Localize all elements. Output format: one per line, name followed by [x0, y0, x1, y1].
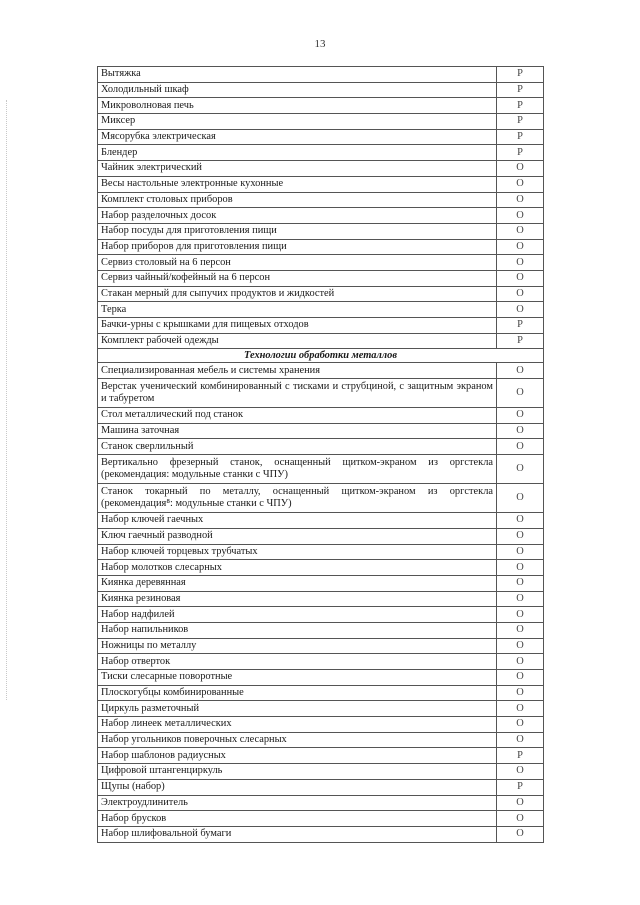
equipment-name: Сервиз столовый на 6 персон: [98, 255, 497, 271]
equipment-name: Киянка резиновая: [98, 591, 497, 607]
table-row: [98, 302, 544, 318]
equipment-mark: О: [497, 192, 544, 208]
equipment-mark: Р: [497, 98, 544, 114]
equipment-name: Блендер: [98, 145, 497, 161]
equipment-name: Весы настольные электронные кухонные: [98, 176, 497, 192]
table-row: [98, 255, 544, 271]
equipment-name: Набор молотков слесарных: [98, 560, 497, 576]
table-row: [98, 575, 544, 591]
table-row: [98, 779, 544, 795]
equipment-name: Набор посуды для приготовления пищи: [98, 223, 497, 239]
equipment-name: Набор надфилей: [98, 607, 497, 623]
equipment-table-body: [98, 67, 544, 843]
equipment-mark: Р: [497, 114, 544, 130]
equipment-name: Электроудлинитель: [98, 795, 497, 811]
section-heading: Технологии обработки металлов: [98, 349, 544, 363]
table-row: [98, 114, 544, 130]
scan-edge-marks: [6, 100, 9, 700]
table-row: [98, 318, 544, 334]
equipment-name: Станок токарный по металлу, оснащенный щитком-экраном из оргстекла (рекомендация⁸: модульные станки с ЧПУ): [98, 484, 497, 513]
equipment-mark: О: [497, 622, 544, 638]
table-row: [98, 670, 544, 686]
table-row: [98, 408, 544, 424]
table-row: [98, 161, 544, 177]
equipment-mark: О: [497, 544, 544, 560]
equipment-name: Бачки-урны с крышками для пищевых отходов: [98, 318, 497, 334]
table-row: [98, 811, 544, 827]
equipment-mark: О: [497, 764, 544, 780]
equipment-mark: Р: [497, 333, 544, 349]
equipment-name: Микроволновая печь: [98, 98, 497, 114]
table-row: [98, 82, 544, 98]
table-row: [98, 795, 544, 811]
table-row: [98, 239, 544, 255]
equipment-mark: О: [497, 717, 544, 733]
table-row: [98, 129, 544, 145]
equipment-name: Вертикально фрезерный станок, оснащенный щитком-экраном из оргстекла (рекомендация: модульные станки с ЧПУ): [98, 455, 497, 484]
equipment-name: Стакан мерный для сыпучих продуктов и жидкостей: [98, 286, 497, 302]
table-row: [98, 439, 544, 455]
table-row: [98, 192, 544, 208]
table-row: [98, 423, 544, 439]
equipment-name: Набор отверток: [98, 654, 497, 670]
equipment-name: Миксер: [98, 114, 497, 130]
table-row: [98, 638, 544, 654]
table-row: [98, 622, 544, 638]
equipment-name: Чайник электрический: [98, 161, 497, 177]
equipment-mark: Р: [497, 318, 544, 334]
equipment-mark: О: [497, 732, 544, 748]
equipment-mark: О: [497, 270, 544, 286]
table-row: [98, 654, 544, 670]
equipment-mark: О: [497, 423, 544, 439]
equipment-name: Специализированная мебель и системы хранения: [98, 363, 497, 379]
equipment-mark: О: [497, 223, 544, 239]
equipment-name: Мясорубка электрическая: [98, 129, 497, 145]
equipment-name: Холодильный шкаф: [98, 82, 497, 98]
equipment-mark: О: [497, 654, 544, 670]
equipment-name: Набор ключей торцевых трубчатых: [98, 544, 497, 560]
equipment-mark: О: [497, 363, 544, 379]
equipment-mark: О: [497, 408, 544, 424]
table-row: [98, 748, 544, 764]
table-row: [98, 764, 544, 780]
table-row: [98, 223, 544, 239]
equipment-mark: О: [497, 826, 544, 842]
equipment-name: Набор напильников: [98, 622, 497, 638]
equipment-mark: Р: [497, 145, 544, 161]
equipment-name: Набор угольников поверочных слесарных: [98, 732, 497, 748]
equipment-name: Набор линеек металлических: [98, 717, 497, 733]
equipment-mark: О: [497, 379, 544, 408]
equipment-name: Набор приборов для приготовления пищи: [98, 239, 497, 255]
equipment-mark: О: [497, 239, 544, 255]
equipment-mark: О: [497, 670, 544, 686]
equipment-mark: О: [497, 811, 544, 827]
equipment-table: [97, 66, 544, 843]
table-row: [98, 379, 544, 408]
table-row: [98, 685, 544, 701]
equipment-mark: О: [497, 701, 544, 717]
equipment-mark: О: [497, 607, 544, 623]
equipment-name: Ножницы по металлу: [98, 638, 497, 654]
table-row: [98, 484, 544, 513]
equipment-mark: О: [497, 484, 544, 513]
equipment-mark: О: [497, 176, 544, 192]
equipment-mark: О: [497, 286, 544, 302]
equipment-name: Вытяжка: [98, 67, 497, 83]
section-heading-row: [98, 349, 544, 363]
equipment-name: Станок сверлильный: [98, 439, 497, 455]
equipment-mark: О: [497, 455, 544, 484]
equipment-mark: Р: [497, 779, 544, 795]
table-row: [98, 513, 544, 529]
equipment-name: Щупы (набор): [98, 779, 497, 795]
table-row: [98, 67, 544, 83]
equipment-mark: О: [497, 591, 544, 607]
equipment-name: Сервиз чайный/кофейный на 6 персон: [98, 270, 497, 286]
equipment-mark: О: [497, 208, 544, 224]
table-row: [98, 560, 544, 576]
equipment-mark: О: [497, 513, 544, 529]
equipment-name: Терка: [98, 302, 497, 318]
table-row: [98, 591, 544, 607]
equipment-mark: О: [497, 560, 544, 576]
equipment-name: Тиски слесарные поворотные: [98, 670, 497, 686]
table-row: [98, 286, 544, 302]
equipment-name: Набор брусков: [98, 811, 497, 827]
table-row: [98, 333, 544, 349]
table-row: [98, 455, 544, 484]
equipment-mark: Р: [497, 82, 544, 98]
equipment-name: Киянка деревянная: [98, 575, 497, 591]
equipment-mark: О: [497, 161, 544, 177]
table-row: [98, 717, 544, 733]
equipment-mark: О: [497, 575, 544, 591]
equipment-name: Комплект рабочей одежды: [98, 333, 497, 349]
equipment-mark: О: [497, 685, 544, 701]
equipment-name: Комплект столовых приборов: [98, 192, 497, 208]
equipment-mark: Р: [497, 748, 544, 764]
equipment-name: Стол металлический под станок: [98, 408, 497, 424]
equipment-name: Плоскогубцы комбинированные: [98, 685, 497, 701]
equipment-name: Набор ключей гаечных: [98, 513, 497, 529]
equipment-name: Ключ гаечный разводной: [98, 528, 497, 544]
equipment-name: Верстак ученический комбинированный с тисками и струбциной, с защитным экраном и табуретом: [98, 379, 497, 408]
equipment-name: Набор шаблонов радиусных: [98, 748, 497, 764]
table-row: [98, 826, 544, 842]
equipment-mark: Р: [497, 67, 544, 83]
equipment-mark: О: [497, 439, 544, 455]
table-row: [98, 270, 544, 286]
table-row: [98, 176, 544, 192]
equipment-name: Циркуль разметочный: [98, 701, 497, 717]
equipment-mark: О: [497, 302, 544, 318]
table-row: [98, 607, 544, 623]
table-row: [98, 208, 544, 224]
table-row: [98, 732, 544, 748]
equipment-name: Машина заточная: [98, 423, 497, 439]
table-row: [98, 544, 544, 560]
table-row: [98, 528, 544, 544]
equipment-mark: О: [497, 255, 544, 271]
table-row: [98, 98, 544, 114]
equipment-mark: Р: [497, 129, 544, 145]
equipment-mark: О: [497, 795, 544, 811]
page-number: 13: [314, 38, 326, 50]
equipment-mark: О: [497, 638, 544, 654]
equipment-mark: О: [497, 528, 544, 544]
equipment-name: Набор шлифовальной бумаги: [98, 826, 497, 842]
equipment-name: Набор разделочных досок: [98, 208, 497, 224]
table-row: [98, 701, 544, 717]
table-row: [98, 363, 544, 379]
table-row: [98, 145, 544, 161]
equipment-name: Цифровой штангенциркуль: [98, 764, 497, 780]
